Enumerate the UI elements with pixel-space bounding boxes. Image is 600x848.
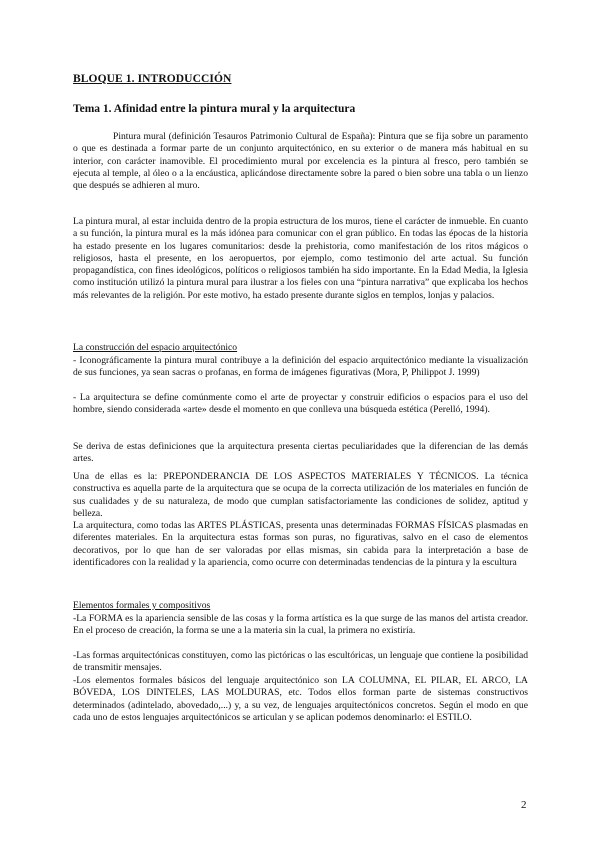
paragraph-2: La pintura mural, al estar incluida dentro de la propia estructura de los muros, tiene el carácter de inmueble. En cuanto a su función, la pintura mural es la más idónea para comunicar con el gran público. En todas las épocas de la historia ha estado presente en los lugares comunitarios: desde la prehistoria, como manifestación de los ritos mágicos o religiosos, hasta el presente, en los aeropuertos, por ejemplo, como testimonio del arte actual. Su función propagandística, con fines ideológicos, políticos o religiosos también ha sido importante. En la Edad Media, la Iglesia como institución utilizó la pintura mural para ilustrar a los fieles con una “pintura narrativa” que explicaba los hechos más relevantes de la religión. Por este motivo, ha estado presente durante siglos en templos, lonjas y palacios.	[73, 216, 528, 301]
topic-title: Tema 1. Afinidad entre la pintura mural y la arquitectura	[73, 103, 356, 115]
section-1-heading: La construcción del espacio arquitectónico	[73, 342, 238, 353]
section-2-item-1: -La FORMA es la apariencia sensible de las cosas y la forma artística es la que surge de las manos del artista creador. En el proceso de creación, la forma se une a la materia sin la cual, la primera no existiría.	[73, 613, 528, 637]
paragraph-3: Se deriva de estas definiciones que la arquitectura presenta ciertas peculiaridades que la diferencian de las demás artes.	[73, 441, 528, 465]
paragraph-4: Una de ellas es la: PREPONDERANCIA DE LOS ASPECTOS MATERIALES Y TÉCNICOS. La técnica constructiva es aquella parte de la arquitectura que se ocupa de la correcta utilización de los materiales en función de sus cualidades y de su naturaleza, de modo que cumplan satisfactoriamente las condiciones de solidez, aptitud y belleza.	[73, 471, 528, 519]
paragraph-5: La arquitectura, como todas las ARTES PLÁSTICAS, presenta unas determinadas FORMAS FÍSICAS plasmadas en diferentes materiales. En la arquitectura estas formas son puras, no figurativas, salvo en el caso de elementos decorativos, por lo que han de ser valoradas por ellas mismas, sin cabida para la interpretación a base de identificadores con la realidad y la apariencia, como ocurre con determinadas tendencias de la pintura y la escultura	[73, 520, 528, 568]
section-1-item-2: - La arquitectura se define comúnmente como el arte de proyectar y construir edificios o espacios para el uso del hombre, siendo considerada «arte» desde el momento en que conlleva una búsqueda estética (Perelló, 1994).	[73, 392, 528, 416]
section-2-heading: Elementos formales y compositivos	[73, 600, 211, 611]
section-1-item-1: - Iconográficamente la pintura mural contribuye a la definición del espacio arquitectónico mediante la visualización de sus funciones, ya sean sacras o profanas, en forma de imágenes figurativas (Mora, P, Philippot J. 1999)	[73, 355, 528, 379]
block-title: BLOQUE 1. INTRODUCCIÓN	[73, 73, 232, 85]
page-number: 2	[521, 799, 527, 811]
intro-paragraph: Pintura mural (definición Tesauros Patrimonio Cultural de España): Pintura que se fija sobre un paramento o que es destinada a formar parte de un conjunto arquitectónico, en su exterior o de manera más habitual en su interior, con carácter inamovible. El procedimiento mural por excelencia es la pintura al fresco, pero también se ejecuta al temple, al óleo o a la encáustica, aplicándose directamente sobre la pared o bien sobre una tabla o un lienzo que después se adhieren al muro.	[73, 131, 528, 192]
section-2-item-2: -Las formas arquitectónicas constituyen, como las pictóricas o las escultóricas, un lenguaje que contiene la posibilidad de transmitir mensajes.	[73, 650, 528, 674]
section-2-item-3: -Los elementos formales básicos del lenguaje arquitectónico son LA COLUMNA, EL PILAR, EL ARCO, LA BÓVEDA, LOS DINTELES, LAS MOLDURAS, etc. Todos ellos forman parte de sistemas constructivos determinados (adintelado, abovedado,...) y, a su vez, de lenguajes arquitectónicos concretos. Según el modo en que cada uno de estos lenguajes arquitectónicos se articulan y se aplican podemos denominarlo: el ESTILO.	[73, 675, 528, 723]
